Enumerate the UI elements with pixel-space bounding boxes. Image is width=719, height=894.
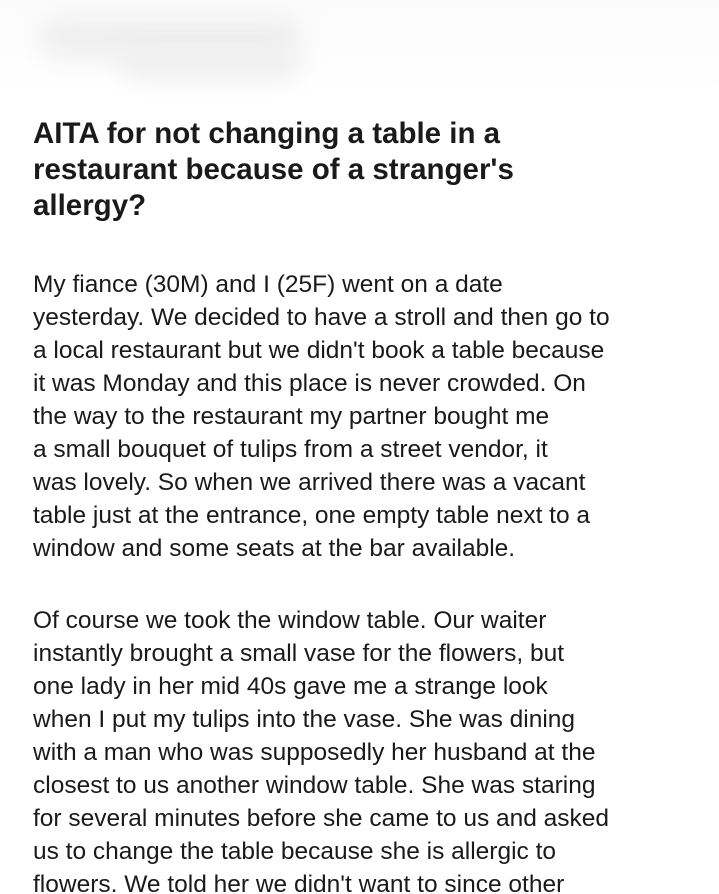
post-title-line: allergy?	[33, 189, 147, 222]
reddit-post	[33, 116, 693, 894]
text-line: a small bouquet of tulips from a street vendor, it	[33, 436, 548, 463]
text-line: Of course we took the window table. Our waiter	[33, 607, 547, 634]
text-line: yesterday. We decided to have a stroll and then go to	[33, 304, 610, 331]
text-line: one lady in her mid 40s gave me a strange look	[33, 673, 548, 700]
text-line: instantly brought a small vase for the flowers, but	[33, 640, 565, 667]
post-paragraph	[33, 268, 693, 565]
text-line: was lovely. So when we arrived there was a vacant	[33, 469, 586, 496]
post-paragraph	[33, 604, 693, 894]
text-line: it was Monday and this place is never crowded. On	[33, 370, 586, 397]
blurred-header-shape	[120, 50, 300, 78]
text-line: window and some seats at the bar available.	[33, 535, 516, 562]
blurred-header-area	[0, 0, 719, 95]
text-line: table just at the entrance, one empty table next to a	[33, 502, 591, 529]
text-line: when I put my tulips into the vase. She was dining	[33, 706, 576, 733]
post-title-line: restaurant because of a stranger's	[33, 153, 514, 186]
post-title	[33, 116, 693, 224]
text-line: the way to the restaurant my partner bought me	[33, 403, 550, 430]
text-line: closest to us another window table. She was staring	[33, 772, 596, 799]
post-title-line: AITA for not changing a table in a	[33, 117, 501, 150]
text-line: flowers. We told her we didn't want to since other	[33, 871, 565, 894]
text-line: with a man who was supposedly her husband at the	[33, 739, 596, 766]
text-line: My fiance (30M) and I (25F) went on a date	[33, 271, 503, 298]
post-body	[33, 268, 693, 894]
text-line: a local restaurant but we didn't book a table because	[33, 337, 605, 364]
text-line: for several minutes before she came to us and asked	[33, 805, 610, 832]
text-line: us to change the table because she is allergic to	[33, 838, 557, 865]
